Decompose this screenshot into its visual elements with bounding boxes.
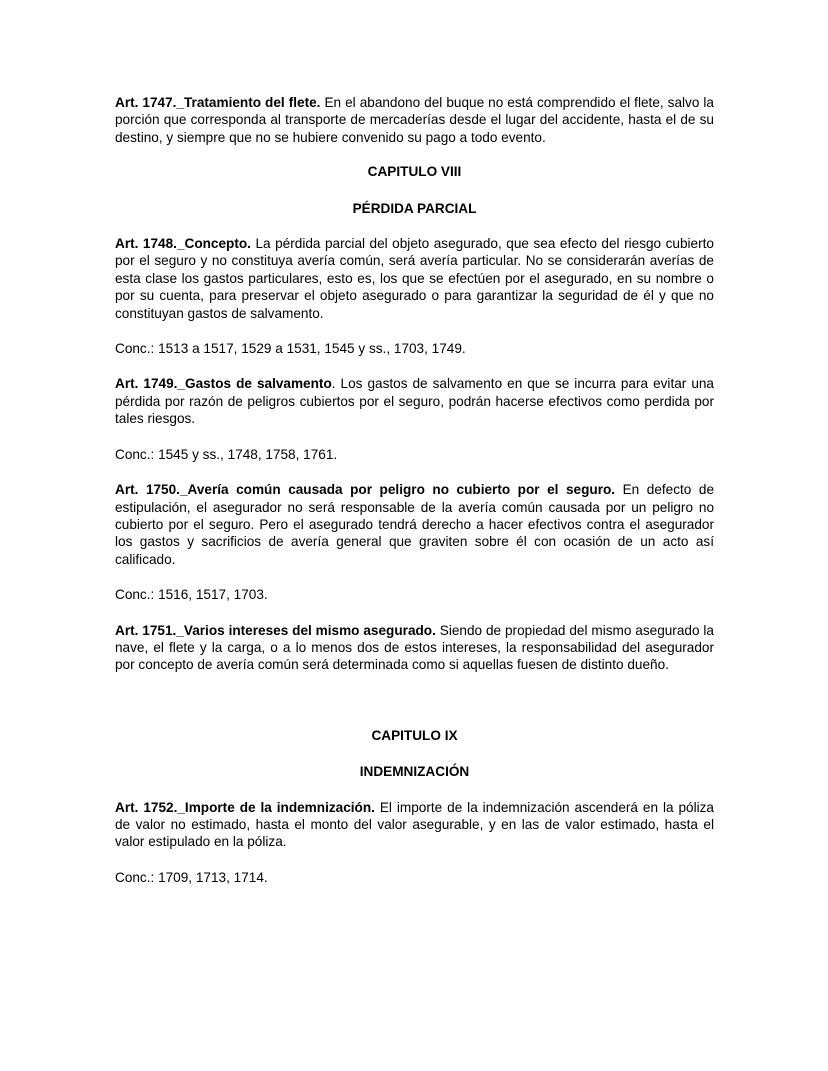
article-1749 <box>115 375 714 427</box>
article-1750-title: Art. 1750._Avería común causada por peligro no cubierto por el seguro. <box>115 482 616 498</box>
article-1749-title: Art. 1749._Gastos de salvamento <box>115 376 332 392</box>
chapter-8-subheading: PÉRDIDA PARCIAL <box>352 200 477 216</box>
article-1751-title: Art. 1751._Varios intereses del mismo asegurado. <box>115 622 436 638</box>
chapter-9-heading: CAPITULO IX <box>371 727 458 743</box>
article-1752 <box>115 799 714 851</box>
article-1748-body: La pérdida parcial del objeto asegurado, que sea efecto del riesgo cubierto por el seguro y no constituya avería común, será avería particular. No se considerarán averías de esta clase los gastos particulares, esto es, los que se efectúen por el asegurado, en su nombre o por su cuenta, para preservar el objeto asegurado o para garantizar la seguridad de él y que no constituyan gastos de salvamento. <box>115 236 714 321</box>
article-1748-title: Art. 1748._Concepto. <box>115 236 251 252</box>
article-1747-title: Art. 1747._Tratamiento del flete. <box>115 95 321 110</box>
article-1750 <box>115 481 714 568</box>
article-1748 <box>115 235 714 322</box>
article-1748-concordances: Conc.: 1513 a 1517, 1529 a 1531, 1545 y ss., 1703, 1749. <box>115 341 466 357</box>
article-1749-body: . Los gastos de salvamento en que se incurra para evitar una pérdida por razón de peligros cubiertos por el seguro, podrán hacerse efectivos como perdida por tales riesgos. <box>115 376 714 427</box>
article-1752-body: El importe de la indemnización ascenderá en la póliza de valor no estimado, hasta el monto del valor asegurable, y en las de valor estimado, hasta el valor estipulado en la póliza. <box>115 799 714 850</box>
article-1747-body: En el abandono del buque no está comprendido el flete, salvo la porción que corresponda al transporte de mercaderías desde el lugar del accidente, hasta el de su destino, y siempre que no se hubiere convenido su pago a todo evento. <box>115 95 714 145</box>
article-1752-title: Art. 1752._Importe de la indemnización. <box>115 799 375 815</box>
chapter-9-subheading: INDEMNIZACIÓN <box>359 764 470 780</box>
document-page <box>115 94 714 886</box>
article-1751-body: Siendo de propiedad del mismo asegurado la nave, el flete y la carga, o a lo menos dos de estos intereses, la responsabilidad del asegurador por concepto de avería común será determinada como si aquellas fuesen de distinto dueño. <box>115 622 714 673</box>
article-1749-concordances: Conc.: 1545 y ss., 1748, 1758, 1761. <box>115 446 338 462</box>
article-1752-concordances: Conc.: 1709, 1713, 1714. <box>115 869 268 885</box>
article-1750-concordances: Conc.: 1516, 1517, 1703. <box>115 587 268 603</box>
article-1751 <box>115 622 714 674</box>
article-1750-body: En defecto de estipulación, el asegurador no será responsable de la avería común causada por un peligro no cubierto por el seguro. Pero el asegurado tendrá derecho a hacer efectivos contra el asegurador los gastos y sacrificios de avería general que graviten sobre él con ocasión de un acto así calificado. <box>115 482 715 567</box>
article-1747 <box>115 94 714 146</box>
chapter-8-heading: CAPITULO VIII <box>367 164 462 180</box>
